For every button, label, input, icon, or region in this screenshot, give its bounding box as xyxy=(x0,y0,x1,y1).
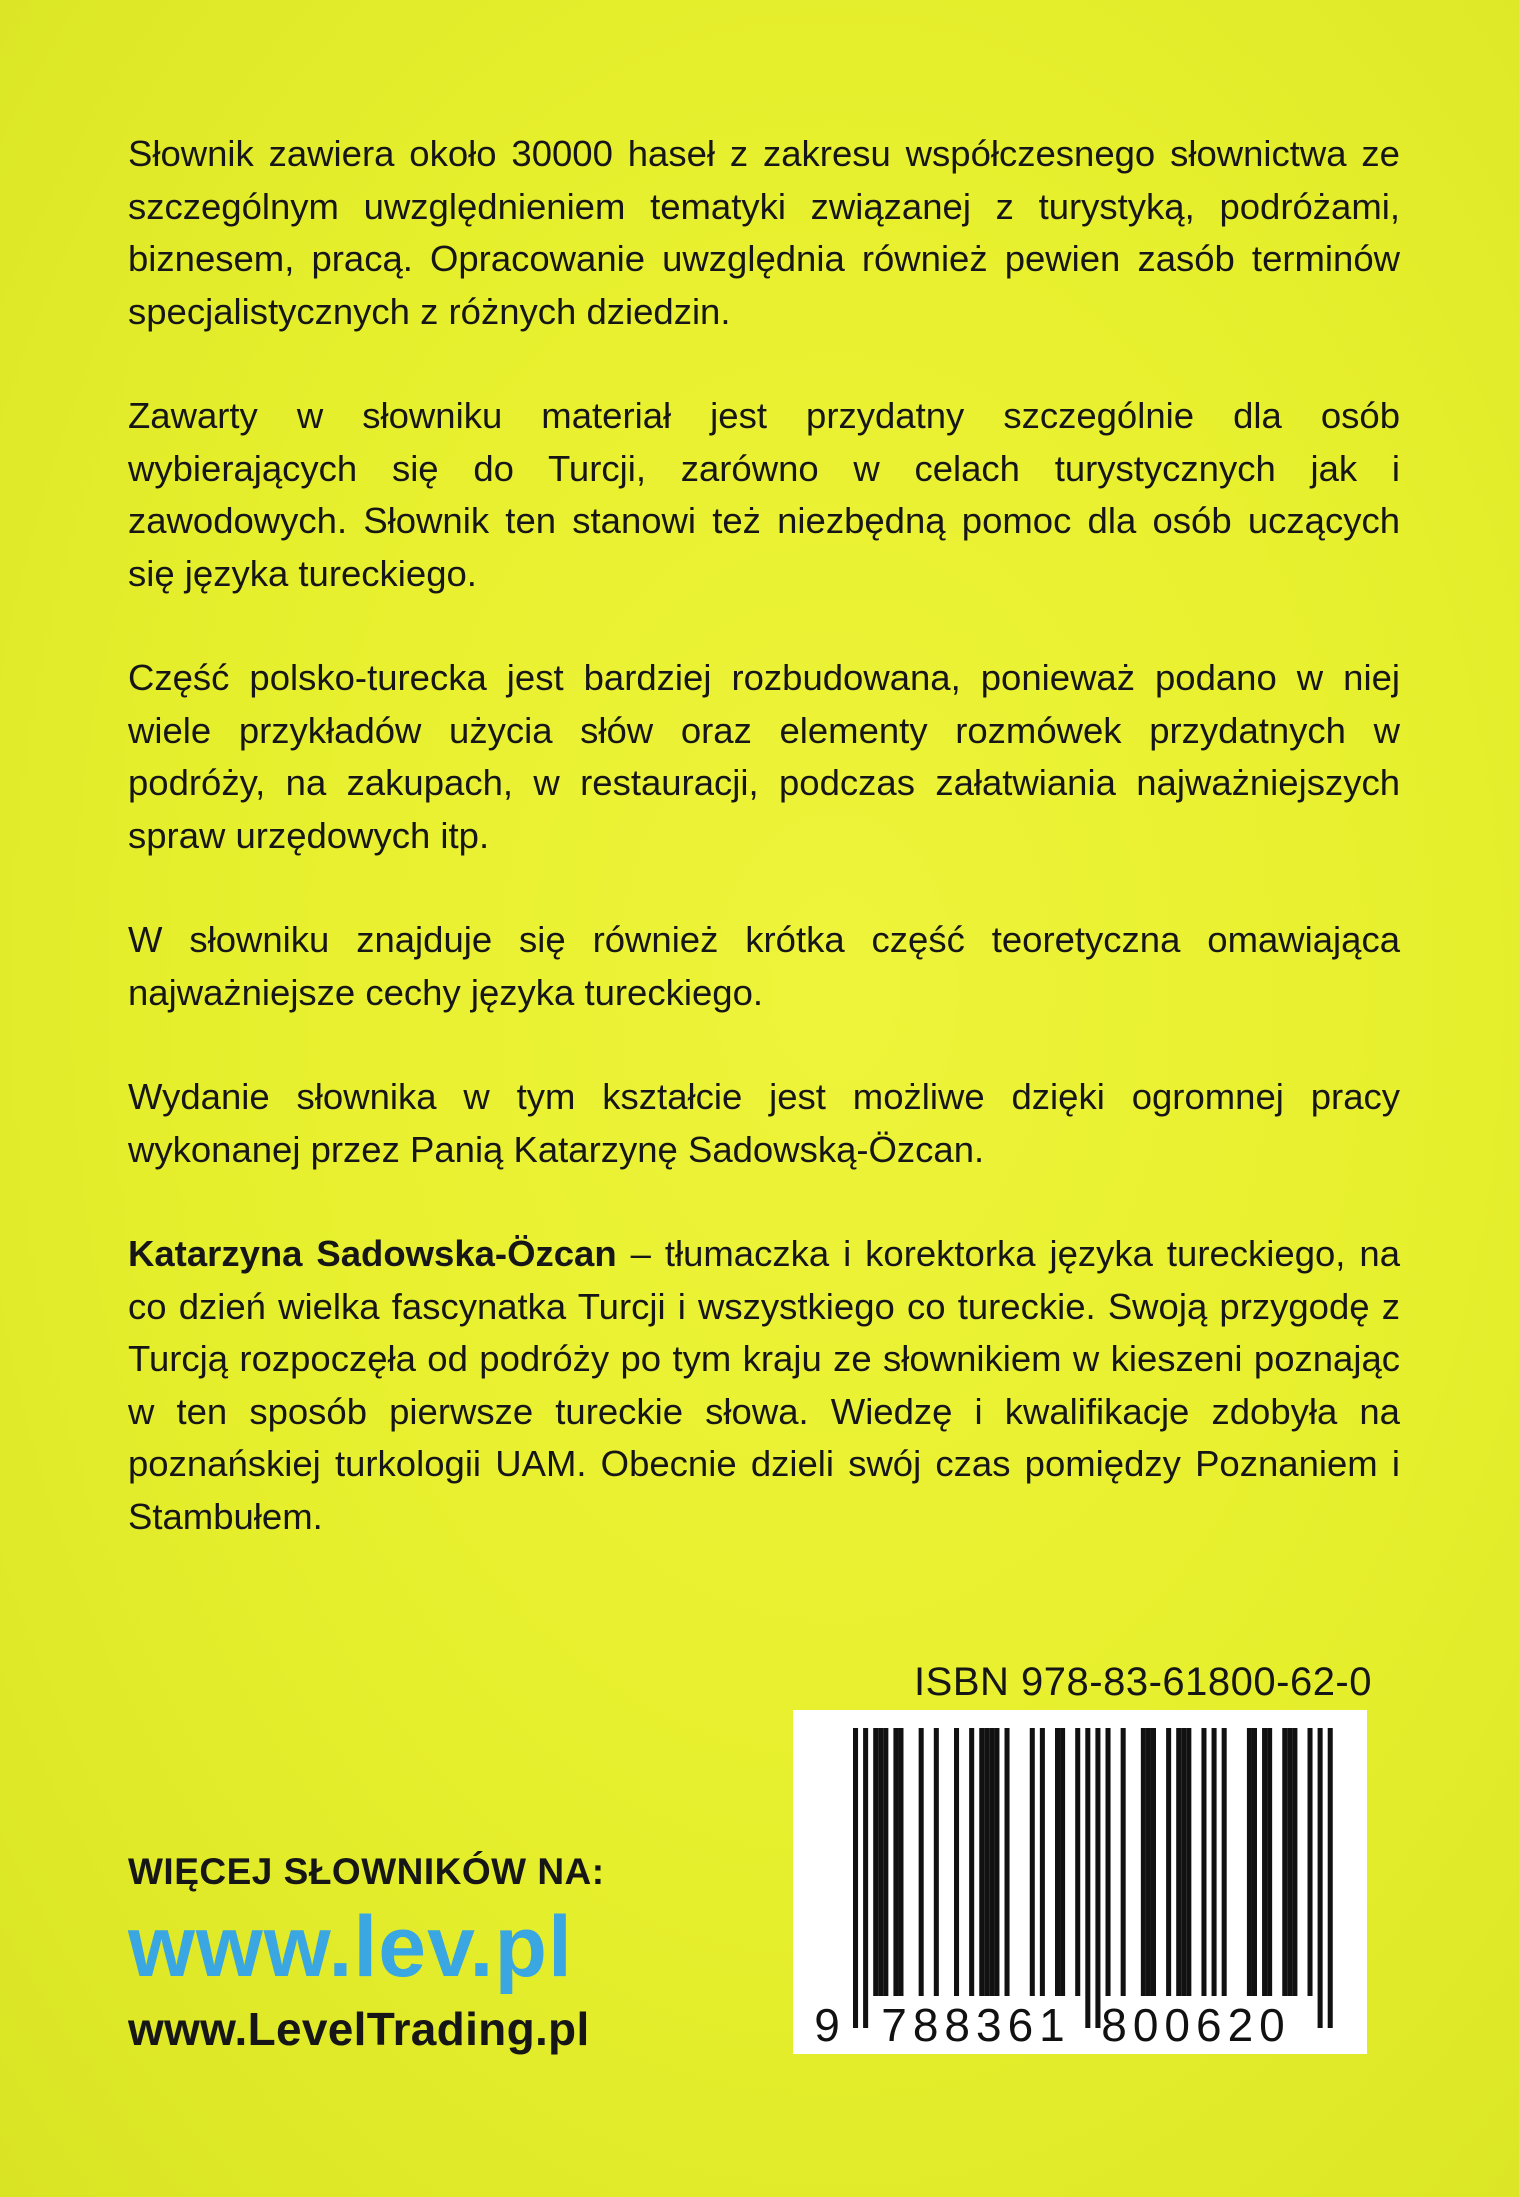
barcode-bar xyxy=(1282,1728,1287,1996)
barcode-bar xyxy=(1030,1728,1035,1996)
barcode-bar xyxy=(893,1728,898,1996)
author-bio: – tłumaczka i korektorka języka tureckiego, na co dzień wielka fascynatka Turcji i wszystkiego co tureckie. Swoją przygodę z Turcją rozpoczęła od podróży po tym kraju ze słownikiem w kieszeni poznając w ten sposób pierwsze tureckie słowa. Wiedzę i kwalifikacje zdobyła na poznańskiej turkologii UAM. Obecnie dzieli swój czas pomiędzy Poznaniem i Stambułem. xyxy=(128,1233,1400,1537)
promo-heading: WIĘCEJ SŁOWNIKÓW NA: xyxy=(128,1851,605,1892)
barcode-bar xyxy=(1151,1728,1156,1996)
barcode-bar xyxy=(994,1728,999,1996)
barcode-bar xyxy=(853,1728,858,2028)
barcode-digit-lead: 9 xyxy=(814,1999,840,2051)
blurb-text xyxy=(128,128,1400,1543)
barcode-bar xyxy=(1005,1728,1010,1996)
barcode-bar xyxy=(1106,1728,1111,1996)
barcode-bar xyxy=(1222,1728,1227,1996)
barcode-bar xyxy=(1176,1728,1181,1996)
barcode-bar xyxy=(969,1728,974,1996)
isbn-label: ISBN 978-83-61800-62-0 xyxy=(914,1660,1372,1704)
barcode-digits-left: 788361 xyxy=(881,1999,1071,2051)
barcode-bar xyxy=(1186,1728,1191,1996)
barcode-bar xyxy=(873,1728,878,1996)
promo-block xyxy=(128,1850,688,2056)
barcode-bar xyxy=(1055,1728,1060,1996)
barcode-bar xyxy=(1141,1728,1146,1996)
barcode xyxy=(793,1710,1367,2054)
barcode-bar xyxy=(1212,1728,1217,1996)
barcode-bar xyxy=(979,1728,984,1996)
barcode-bar xyxy=(1262,1728,1267,1996)
barcode-bar xyxy=(1328,1728,1333,2028)
author-bio-paragraph xyxy=(128,1228,1400,1543)
barcode-bar xyxy=(1247,1728,1252,1996)
barcode-bar xyxy=(1181,1728,1186,1996)
barcode-bar xyxy=(1121,1728,1126,1996)
barcode-bar xyxy=(954,1728,959,1996)
barcode-bar xyxy=(898,1728,903,1996)
barcode-bar xyxy=(863,1728,868,2028)
barcode-bar xyxy=(1318,1728,1323,2028)
barcode-bar xyxy=(989,1728,994,1996)
barcode-bar xyxy=(1075,1728,1080,1996)
barcode-bar xyxy=(984,1728,989,1996)
barcode-bar xyxy=(1095,1728,1100,2028)
barcode-bar xyxy=(1292,1728,1297,1996)
barcode-bar xyxy=(1166,1728,1171,1996)
barcode-bar xyxy=(878,1728,883,1996)
barcode-bar xyxy=(1201,1728,1206,1996)
barcode-bar xyxy=(1040,1728,1045,1996)
barcode-bar xyxy=(919,1728,924,1996)
author-name: Katarzyna Sadowska-Özcan xyxy=(128,1233,617,1274)
barcode-bar xyxy=(1146,1728,1151,1996)
barcode-digits-right: 800620 xyxy=(1101,1999,1291,2051)
blurb-paragraph-1: Słownik zawiera około 30000 haseł z zakresu współczesnego słownictwa ze szczególnym uwzględnieniem tematyki związanej z turystyką, podróżami, biznesem, pracą. Opracowanie uwzględnia również pewien zasób terminów specjalistycznych z różnych dziedzin. xyxy=(128,133,1400,332)
blurb-paragraph-3: Część polsko-turecka jest bardziej rozbudowana, ponieważ podano w niej wiele przykładów użycia słów oraz elementy rozmówek przydatnych w podróży, na zakupach, w restauracji, podczas załatwiania najważniejszych spraw urzędowych itp. xyxy=(128,657,1400,856)
barcode-bar xyxy=(1252,1728,1257,1996)
barcode-bar xyxy=(1267,1728,1272,1996)
ean13-barcode-graphic xyxy=(793,1710,1367,2054)
barcode-bar xyxy=(883,1728,888,1996)
website-link-leveltrading[interactable]: www.LevelTrading.pl xyxy=(128,2003,590,2055)
blurb-paragraph-2: Zawarty w słowniku materiał jest przydatny szczególnie dla osób wybierających się do Turcji, zarówno w celach turystycznych jak i zawodowych. Słownik ten stanowi też niezbędną pomoc dla osób uczących się języka tureckiego. xyxy=(128,395,1400,594)
blurb-paragraph-5: Wydanie słownika w tym kształcie jest możliwe dzięki ogromnej pracy wykonanej przez Panią Katarzynę Sadowską-Özcan. xyxy=(128,1076,1400,1170)
barcode-bar xyxy=(934,1728,939,1996)
barcode-bar xyxy=(1085,1728,1090,2028)
website-link-lev[interactable]: www.lev.pl xyxy=(128,1899,573,1995)
blurb-paragraph-4: W słowniku znajduje się również krótka część teoretyczna omawiająca najważniejsze cechy języka tureckiego. xyxy=(128,919,1400,1013)
barcode-bar xyxy=(1060,1728,1065,1996)
barcode-bar xyxy=(1287,1728,1292,1996)
barcode-bar xyxy=(1308,1728,1313,1996)
